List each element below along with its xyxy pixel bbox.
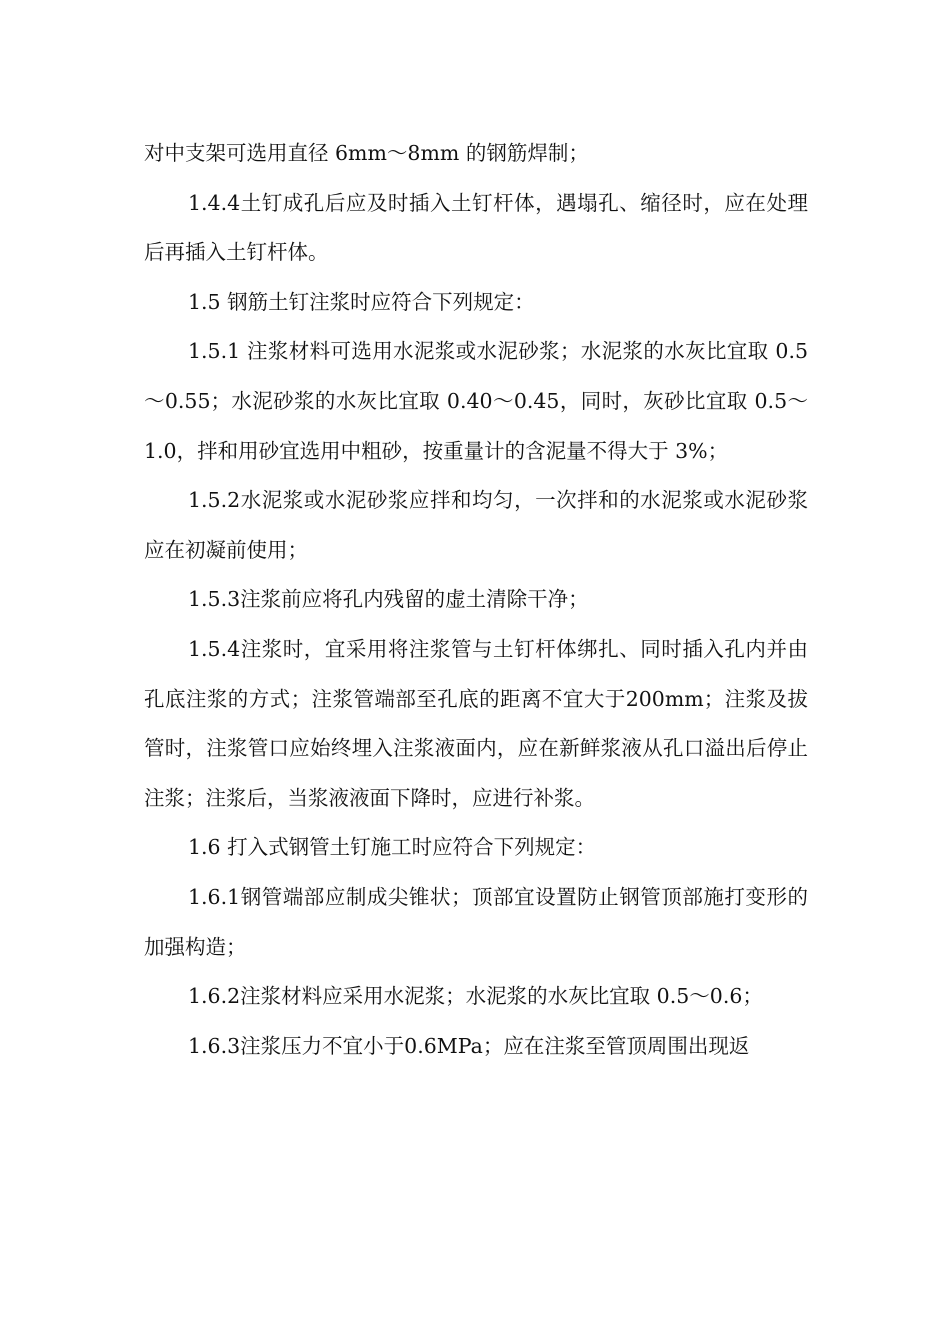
paragraph-9: 1.6.1钢管端部应制成尖锥状；顶部宜设置防止钢管顶部施打变形的加强构造； xyxy=(144,884,808,959)
paragraph-4: 1.5.1 注浆材料可选用水泥浆或水泥砂浆；水泥浆的水灰比宜取 0.5～0.55；水泥砂浆的水灰比宜取 0.40～0.45，同时，灰砂比宜取 0.5～1.0，拌和用砂宜选用中粗砂，按重量计的含泥量不得大于 3%； xyxy=(144,339,808,463)
paragraph-1: 对中支架可选用直径 6mm～8mm 的钢筋焊制； xyxy=(144,141,589,165)
paragraph-8: 1.6 打入式钢管土钉施工时应符合下列规定： xyxy=(188,835,597,860)
paragraph-7: 1.5.4注浆时，宜采用将注浆管与土钉杆体绑扎、同时插入孔内并由孔底注浆的方式；注浆管端部至孔底的距离不宜大于200mm；注浆及拔管时，注浆管口应始终埋入注浆液面内，应在新鲜浆液从孔口溢出后停止注浆；注浆后，当浆液液面下降时，应进行补浆。 xyxy=(144,636,808,810)
paragraph-10: 1.6.2注浆材料应采用水泥浆；水泥浆的水灰比宜取 0.5～0.6； xyxy=(188,984,763,1009)
document-body xyxy=(144,129,808,1071)
paragraph-11: 1.6.3注浆压力不宜小于0.6MPa；应在注浆至管顶周围出现返 xyxy=(188,1033,750,1058)
paragraph-5: 1.5.2水泥浆或水泥砂浆应拌和均匀，一次拌和的水泥浆或水泥砂浆应在初凝前使用； xyxy=(144,488,808,562)
paragraph-6: 1.5.3注浆前应将孔内残留的虚土清除干净； xyxy=(188,587,589,612)
paragraph-2: 1.4.4土钉成孔后应及时插入土钉杆体，遇塌孔、缩径时，应在处理后再插入土钉杆体。 xyxy=(144,190,808,265)
paragraph-3: 1.5 钢筋土钉注浆时应符合下列规定： xyxy=(188,289,535,314)
